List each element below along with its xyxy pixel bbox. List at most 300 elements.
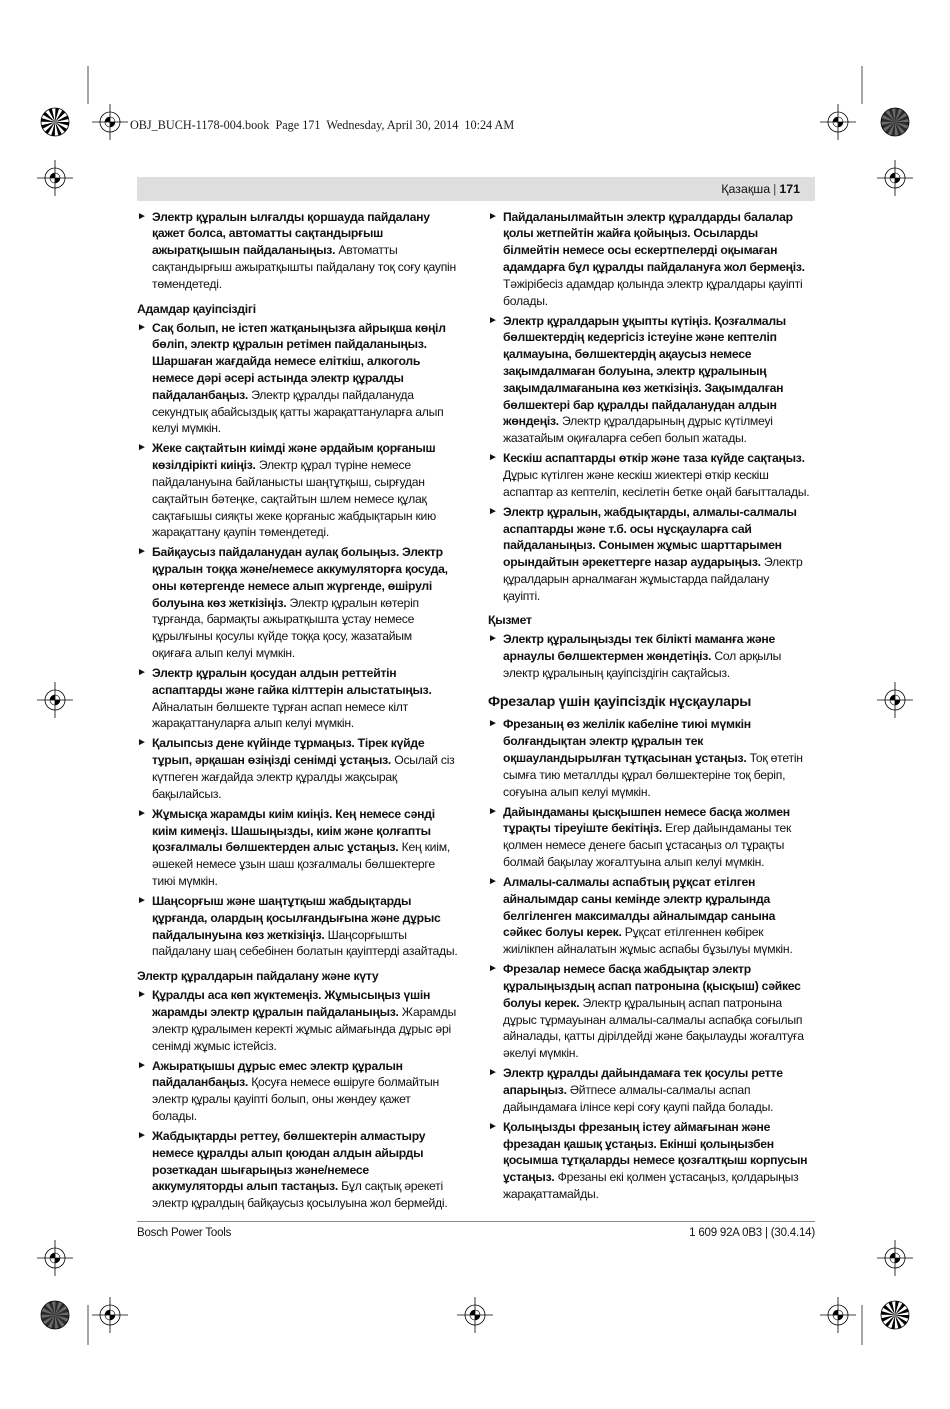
line-text — [503, 820, 791, 837]
item-line — [152, 1004, 463, 1021]
footer-rule — [137, 1221, 815, 1222]
body-text: тұрғанда, бармақты ажыратқышта ұстау немесе — [152, 612, 415, 627]
bold-text: аккумуляторды алып тастаңыз. — [152, 1179, 339, 1194]
body-text: Айналатын бөлшекте тұрған аспап немесе кілт — [152, 699, 408, 714]
item-line — [503, 1028, 815, 1045]
line-text — [503, 484, 809, 501]
safety-item — [488, 874, 815, 958]
line-text — [152, 276, 222, 293]
bold-text: ұстаңыз. — [503, 1170, 555, 1185]
line-text — [152, 1004, 456, 1021]
line-text — [503, 554, 803, 571]
item-line — [152, 1128, 463, 1145]
item-line — [503, 767, 815, 784]
bold-text: жөндеңіз. — [503, 414, 559, 429]
bold-text: орындайтын әрекеттерге назар аударыңыз. — [503, 555, 761, 570]
safety-item — [488, 450, 815, 500]
line-text — [152, 225, 383, 242]
item-line — [152, 735, 463, 752]
line-text — [503, 854, 764, 871]
footer-doc-number: 1 609 92A 0B3 | (30.4.14) — [689, 1227, 815, 1239]
body-text: соғуына алып келуі мүмкін. — [503, 784, 651, 799]
body-text: құралдарын арналмаған жұмыстарда пайдалану — [503, 571, 770, 586]
bold-text: құралын тоққа және/немесе аккумуляторға қосуда, — [152, 562, 448, 577]
item-line — [152, 544, 463, 561]
item-line — [152, 242, 463, 259]
bullet-icon: ► — [137, 546, 147, 558]
item-line — [503, 1169, 815, 1186]
bold-text: Электр құралдарын ұқыпты күтіңіз. Қозғалмалы — [503, 313, 786, 328]
item-line — [503, 504, 815, 521]
body-text: келуі мүмкін. — [152, 421, 221, 436]
bold-text: немесе құралды алып қоюдан алдын айырды — [152, 1145, 424, 1160]
line-text — [152, 786, 221, 803]
safety-item — [137, 987, 463, 1054]
bold-text: көзілдірікті киіңіз. — [152, 458, 256, 473]
line-text — [503, 961, 751, 978]
bold-text: Жабдықтарды реттеу, бөлшектерін алмастыру — [152, 1128, 426, 1143]
bold-text: оны көтергенде немесе алып жүргенде, өшірулі — [152, 578, 433, 593]
line-text — [152, 699, 408, 716]
bullet-icon: ► — [137, 442, 147, 454]
body-text: тиюі мүмкін. — [152, 874, 218, 888]
bold-text: қалмауына, бөлшектердің ақаусыз немесе — [503, 347, 752, 362]
page-number: 171 — [779, 182, 800, 196]
body-text: әшекей немесе ұзын шаш қозғалмалы бөлшектерге — [152, 857, 435, 872]
body-text: Рұқсат етілгеннен көбірек — [621, 925, 764, 940]
body-text: құрылғыны қосулы күйде тоққа қосу, жазатайым — [152, 629, 412, 644]
line-text — [503, 784, 651, 801]
item-line — [503, 225, 815, 242]
bold-text: Электр құралын қосудан алдын реттейтін — [152, 666, 397, 681]
body-text: электр құралы қауіпті болып, оны жөндеу қажет — [152, 1092, 411, 1107]
crosshair-icon — [820, 104, 856, 140]
body-text: Тәжірібесіз адамдар қолында электр құралдары қауіпті — [503, 276, 803, 291]
safety-item — [137, 665, 463, 732]
line-text — [152, 370, 404, 387]
item-line — [503, 733, 815, 750]
line-text — [503, 804, 790, 821]
item-line — [152, 1021, 463, 1038]
line-text — [503, 225, 758, 242]
item-line — [152, 259, 463, 276]
item-line — [503, 891, 815, 908]
item-line — [503, 924, 815, 941]
item-line — [503, 1099, 815, 1116]
item-line — [503, 397, 815, 414]
item-line — [152, 752, 463, 769]
crosshair-icon — [820, 1297, 856, 1333]
language-label: Қазақша — [721, 182, 771, 196]
left-column — [137, 209, 463, 1215]
item-line — [503, 554, 815, 571]
bold-text: немесе дәрі әсері астында электр құралды — [152, 370, 404, 385]
body-text: Электр құралдарының дұрыс күтілмеуі — [558, 414, 773, 429]
bold-text: арнаулы бөлшектермен жөндетіңіз. — [503, 649, 712, 664]
bold-text: Электр құралын, жабдықтарды, алмалы-салмалы — [503, 504, 797, 519]
line-text — [152, 209, 430, 226]
safety-item — [488, 961, 815, 1062]
item-line — [152, 320, 463, 337]
body-text: сақтағышы сияқты жеке қорғаныс жабдықтарын кию — [152, 508, 436, 523]
line-text — [503, 1119, 770, 1136]
item-line — [503, 259, 815, 276]
bullet-icon: ► — [488, 718, 498, 730]
line-text — [503, 908, 775, 925]
item-line — [503, 804, 815, 821]
bold-text: розеткадан шығарыңыз және/немесе — [152, 1162, 369, 1177]
body-text: сақтандырғыш ажыратқышты пайдалану тоқ соғу қаупін — [152, 259, 456, 274]
line-text — [152, 320, 446, 337]
item-line — [503, 908, 815, 925]
item-line — [152, 1038, 463, 1055]
bold-text: Пайдаланылмайтын электр құралдарды балалар — [503, 209, 793, 224]
body-text: оқиғаға алып келуі мүмкін. — [152, 646, 296, 661]
bold-text: болуына көз жеткізіңіз. — [152, 595, 287, 610]
right-column — [488, 209, 815, 1206]
bullet-icon: ► — [488, 314, 498, 326]
star-target-icon — [41, 1301, 69, 1329]
item-line — [503, 380, 815, 397]
item-line — [503, 413, 815, 430]
line-text — [503, 995, 782, 1012]
line-text — [152, 752, 455, 769]
line-text — [152, 336, 427, 353]
body-text: жарақаттануларға алып келуі мүмкін. — [152, 716, 355, 731]
line-text — [503, 329, 777, 346]
subheading: Қызмет — [488, 613, 532, 628]
body-text: сақтайтын бәтеңке, сақтайтын шлем немесе құлақ — [152, 491, 427, 506]
bold-text: Шаршаған жағдайда немесе еліткіш, алкоголь — [152, 354, 421, 369]
item-line — [503, 837, 815, 854]
item-line — [503, 1045, 815, 1062]
line-text — [503, 537, 782, 554]
item-line — [152, 561, 463, 578]
item-line — [503, 978, 815, 995]
line-text — [152, 387, 414, 404]
bold-text: Электр құралыңызды тек білікті маманға және — [503, 632, 776, 647]
safety-item — [137, 735, 463, 802]
item-line — [503, 874, 815, 891]
line-text — [152, 1145, 423, 1162]
item-line — [152, 823, 463, 840]
safety-item — [137, 209, 463, 293]
body-text: жиілікпен айналатын жұмыс аспабы бұзылуы мүмкін. — [503, 942, 793, 957]
line-text — [152, 420, 221, 437]
header-separator: | — [773, 182, 777, 196]
item-line — [152, 387, 463, 404]
body-text: қауіпті. — [503, 588, 541, 603]
item-line — [503, 995, 815, 1012]
body-text: Әйтпесе алмалы-салмалы аспап — [566, 1082, 751, 1097]
item-line — [152, 370, 463, 387]
bullet-icon: ► — [488, 963, 498, 975]
line-text — [503, 571, 769, 588]
line-text — [152, 910, 441, 927]
bullet-icon: ► — [137, 667, 147, 679]
line-text — [152, 353, 420, 370]
body-text: электр құралымен керекті жұмыс аймағында дұрыс әрі — [152, 1021, 451, 1036]
bullet-icon: ► — [488, 1120, 498, 1132]
bold-text: бөліп, электр құралын ретімен пайдаланыңыз. — [152, 337, 427, 352]
line-text — [152, 595, 419, 612]
item-line — [152, 1178, 463, 1195]
body-text: Кең киім, — [398, 840, 450, 855]
body-text: жарақаттамайды. — [503, 1186, 599, 1201]
crosshair-icon — [92, 104, 128, 140]
body-text: сымға тию металлды құрал бөлшектеріне тоқ беріп, — [503, 767, 786, 782]
item-line — [152, 769, 463, 786]
item-line — [503, 209, 815, 226]
item-line — [503, 346, 815, 363]
item-line — [152, 856, 463, 873]
line-text — [152, 524, 329, 541]
line-text — [503, 259, 805, 276]
line-text — [152, 259, 456, 276]
item-line — [503, 665, 815, 682]
bold-text: Фрезаның өз желілік кабеліне тиюі мүмкін — [503, 717, 751, 732]
star-target-icon — [881, 108, 909, 136]
bold-text: Құралды аса көп жүктемеңіз. Жұмысыңыз үшін — [152, 988, 431, 1003]
item-line — [503, 1119, 815, 1136]
line-text — [503, 767, 785, 784]
safety-item — [137, 544, 463, 662]
item-line — [503, 961, 815, 978]
line-text — [152, 440, 435, 457]
item-line — [152, 1162, 463, 1179]
bold-text: фрезадан қашық ұстаңыз. Екінші қолыңызбен — [503, 1136, 774, 1151]
print-header: OBJ_BUCH-1178-004.book Page 171 Wednesday, April 30, 2014 10:24 AM — [130, 118, 515, 132]
line-text — [503, 413, 773, 430]
item-line — [152, 420, 463, 437]
body-text: төмендетеді. — [152, 276, 222, 291]
line-text — [503, 363, 766, 380]
line-text — [152, 682, 432, 699]
body-text: Бұл сақтық әрекеті — [338, 1179, 443, 1194]
bold-text: Жұмысқа жарамды киім киіңіз. Кең немесе сәнді — [152, 806, 435, 821]
item-line — [152, 353, 463, 370]
crosshair-icon — [457, 1297, 493, 1333]
bold-text: сәйкес болуы керек. — [503, 925, 622, 940]
line-text — [503, 1012, 802, 1029]
item-line — [152, 665, 463, 682]
bold-text: Байқаусыз пайдаланудан аулақ болыңыз. Электр — [152, 545, 443, 560]
bold-text: адамдарға бұл құралды пайдалануға жол бермеңіз. — [503, 259, 805, 274]
item-line — [503, 467, 815, 484]
item-line — [152, 1091, 463, 1108]
item-line — [152, 910, 463, 927]
item-line — [152, 276, 463, 293]
bold-text: құрғанда, олардың қосылғандығына және дұрыс — [152, 910, 441, 925]
item-line — [503, 276, 815, 293]
line-text — [152, 735, 424, 752]
line-text — [152, 823, 431, 840]
item-line — [152, 611, 463, 628]
body-text: Фрезаны екі қолмен ұстасаңыз, қолдарыңыз — [554, 1170, 799, 1185]
line-text — [503, 1065, 783, 1082]
line-text — [152, 645, 295, 662]
body-text: пайдалануына байланысты шаңтұтқыш, сырғудан — [152, 474, 425, 489]
line-text — [152, 1038, 277, 1055]
item-line — [152, 1108, 463, 1125]
safety-item — [137, 320, 463, 438]
line-text — [152, 508, 436, 525]
item-line — [152, 225, 463, 242]
line-text — [503, 1082, 750, 1099]
body-text: болады. — [152, 1108, 197, 1123]
line-text — [503, 293, 548, 310]
item-line — [152, 1145, 463, 1162]
bold-text: болуы керек. — [503, 995, 580, 1010]
body-text: Электр құралының аспап патронына — [579, 995, 782, 1010]
item-line — [152, 628, 463, 645]
bold-text: ажыратқышын пайдаланыңыз. — [152, 243, 336, 258]
safety-item — [488, 631, 815, 681]
line-text — [503, 430, 747, 447]
safety-item — [137, 1128, 463, 1212]
line-text — [152, 611, 414, 628]
item-line — [503, 784, 815, 801]
item-line — [152, 682, 463, 699]
bold-text: пайдаланбаңыз. — [152, 387, 249, 402]
item-line — [503, 293, 815, 310]
crosshair-icon — [877, 682, 913, 718]
item-line — [152, 893, 463, 910]
line-text — [503, 450, 805, 467]
line-text — [503, 941, 793, 958]
bold-text: бөлшектердің кедергісіз істеуіне және кептеліп — [503, 330, 777, 345]
item-line — [503, 588, 815, 605]
body-text: Электр құралын көтеріп — [286, 595, 419, 610]
bold-text: қосымша тұтқаларды немесе қозғалтқыш корпусын — [503, 1153, 808, 1168]
line-text — [503, 1045, 578, 1062]
crosshair-icon — [37, 682, 73, 718]
bullet-icon: ► — [488, 805, 498, 817]
bold-text: тұрақты тіреуіште бекітіңіз. — [503, 821, 663, 836]
line-text — [503, 631, 775, 648]
item-line — [152, 699, 463, 716]
body-text: жарақаттану қаупін төмендетеді. — [152, 525, 329, 540]
bold-text: бөлшектері бар құралды пайдаланудан алдын — [503, 397, 777, 412]
bullet-icon: ► — [488, 633, 498, 645]
bullet-icon: ► — [488, 452, 498, 464]
line-text — [503, 1028, 804, 1045]
bold-text: киім кимеңіз. Шашыңызды, киім және қолғапты — [152, 823, 431, 838]
body-text: дайындамаға ілінсе кері соғу қаупі пайда болады. — [503, 1099, 774, 1114]
bullet-icon: ► — [137, 989, 147, 1001]
line-text — [152, 806, 435, 823]
bullet-icon: ► — [137, 807, 147, 819]
subheading: Электр құралдарын пайдалану және күту — [137, 969, 379, 984]
line-text — [152, 1108, 197, 1125]
bold-text: қолы жетпейтін жайға қойыңыз. Осыларды — [503, 226, 758, 241]
bold-text: Қолыңызды фрезаның істеу аймағынан және — [503, 1119, 771, 1134]
body-text: Қосуға немесе өшіруге болмайтын — [248, 1075, 440, 1090]
item-line — [152, 943, 463, 960]
bold-text: айналымдар саны кемінде электр құралында — [503, 891, 770, 906]
line-text — [152, 715, 354, 732]
line-text — [152, 839, 450, 856]
bullet-icon: ► — [137, 1059, 147, 1071]
item-line — [152, 645, 463, 662]
body-text: Автоматты — [335, 243, 398, 258]
body-text: болмай бақылау жоғалтуына алып келуі мүмкін. — [503, 855, 765, 870]
line-text — [152, 474, 425, 491]
bold-text: білмейтін немесе осы ескертпелерді оқымаған — [503, 243, 778, 258]
body-text: Тоқ өтетін — [746, 751, 803, 766]
item-line — [152, 474, 463, 491]
item-line — [503, 484, 815, 501]
line-text — [152, 1178, 443, 1195]
star-target-icon — [881, 1301, 909, 1329]
safety-item — [488, 504, 815, 605]
line-text — [503, 467, 769, 484]
bold-text: Жеке сақтайтын киімді және әрдайым қорғаныш — [152, 441, 436, 456]
bold-text: қозғалмалы бөлшектерден алыс ұстаңыз. — [152, 840, 399, 855]
footer-brand: Bosch Power Tools — [137, 1227, 232, 1239]
line-text — [152, 1195, 447, 1212]
line-text — [503, 209, 793, 226]
line-text — [152, 665, 396, 682]
safety-item — [488, 804, 815, 871]
bold-text: Сақ болып, не істеп жатқаныңызға айрықша көңіл — [152, 320, 446, 335]
line-text — [152, 1091, 411, 1108]
item-line — [152, 715, 463, 732]
item-line — [503, 750, 815, 767]
body-text: жазатайым оқиғаларға себеп болып жатады. — [503, 431, 747, 446]
body-text: Электр — [760, 555, 803, 570]
safety-item — [488, 209, 815, 310]
body-text: секундтық абайсыздық қатты жарақаттануларға алып — [152, 404, 444, 419]
body-text: әкелуі мүмкін. — [503, 1046, 579, 1061]
line-text — [503, 276, 802, 293]
body-text: Шаңсорғышты — [324, 927, 407, 942]
line-text — [152, 1128, 425, 1145]
item-line — [152, 404, 463, 421]
item-line — [503, 1065, 815, 1082]
line-text — [503, 313, 786, 330]
safety-item — [488, 716, 815, 800]
body-text: сенімді жұмыс істейсіз. — [152, 1038, 277, 1053]
safety-item — [137, 806, 463, 890]
body-text: Егер дайындаманы тек — [662, 821, 792, 836]
body-text: күтпеген жағдайда электр құралды жақсырақ — [152, 770, 397, 785]
body-text: Электр құралды пайдалануда — [248, 387, 414, 402]
bullet-icon: ► — [137, 321, 147, 333]
line-text — [152, 578, 432, 595]
crosshair-icon — [877, 160, 913, 196]
bullet-icon: ► — [137, 737, 147, 749]
item-line — [152, 336, 463, 353]
page-header — [721, 177, 800, 201]
body-text: пайдалану шаң себебінен болатын қауіптерді азайтады. — [152, 944, 458, 959]
line-text — [503, 1186, 599, 1203]
bold-text: Электр құралын ылғалды қоршауда пайдалану — [152, 209, 430, 224]
item-line — [152, 1074, 463, 1091]
line-text — [503, 716, 751, 733]
bold-text: Кескіш аспаптарды өткір және таза күйде сақтаңыз. — [503, 451, 805, 466]
bold-text: зақымдалмаған болуына, электр құралының — [503, 363, 767, 378]
body-text: электр құралының қауіпсіздігін сақтайсыз. — [503, 666, 730, 681]
item-line — [503, 1186, 815, 1203]
item-line — [152, 1058, 463, 1075]
item-line — [503, 363, 815, 380]
line-text — [152, 987, 430, 1004]
item-line — [503, 521, 815, 538]
bold-text: құралыңыздың аспап патронына (қысқыш) сәйкес — [503, 978, 801, 993]
bullet-icon: ► — [137, 210, 147, 222]
item-line — [152, 595, 463, 612]
